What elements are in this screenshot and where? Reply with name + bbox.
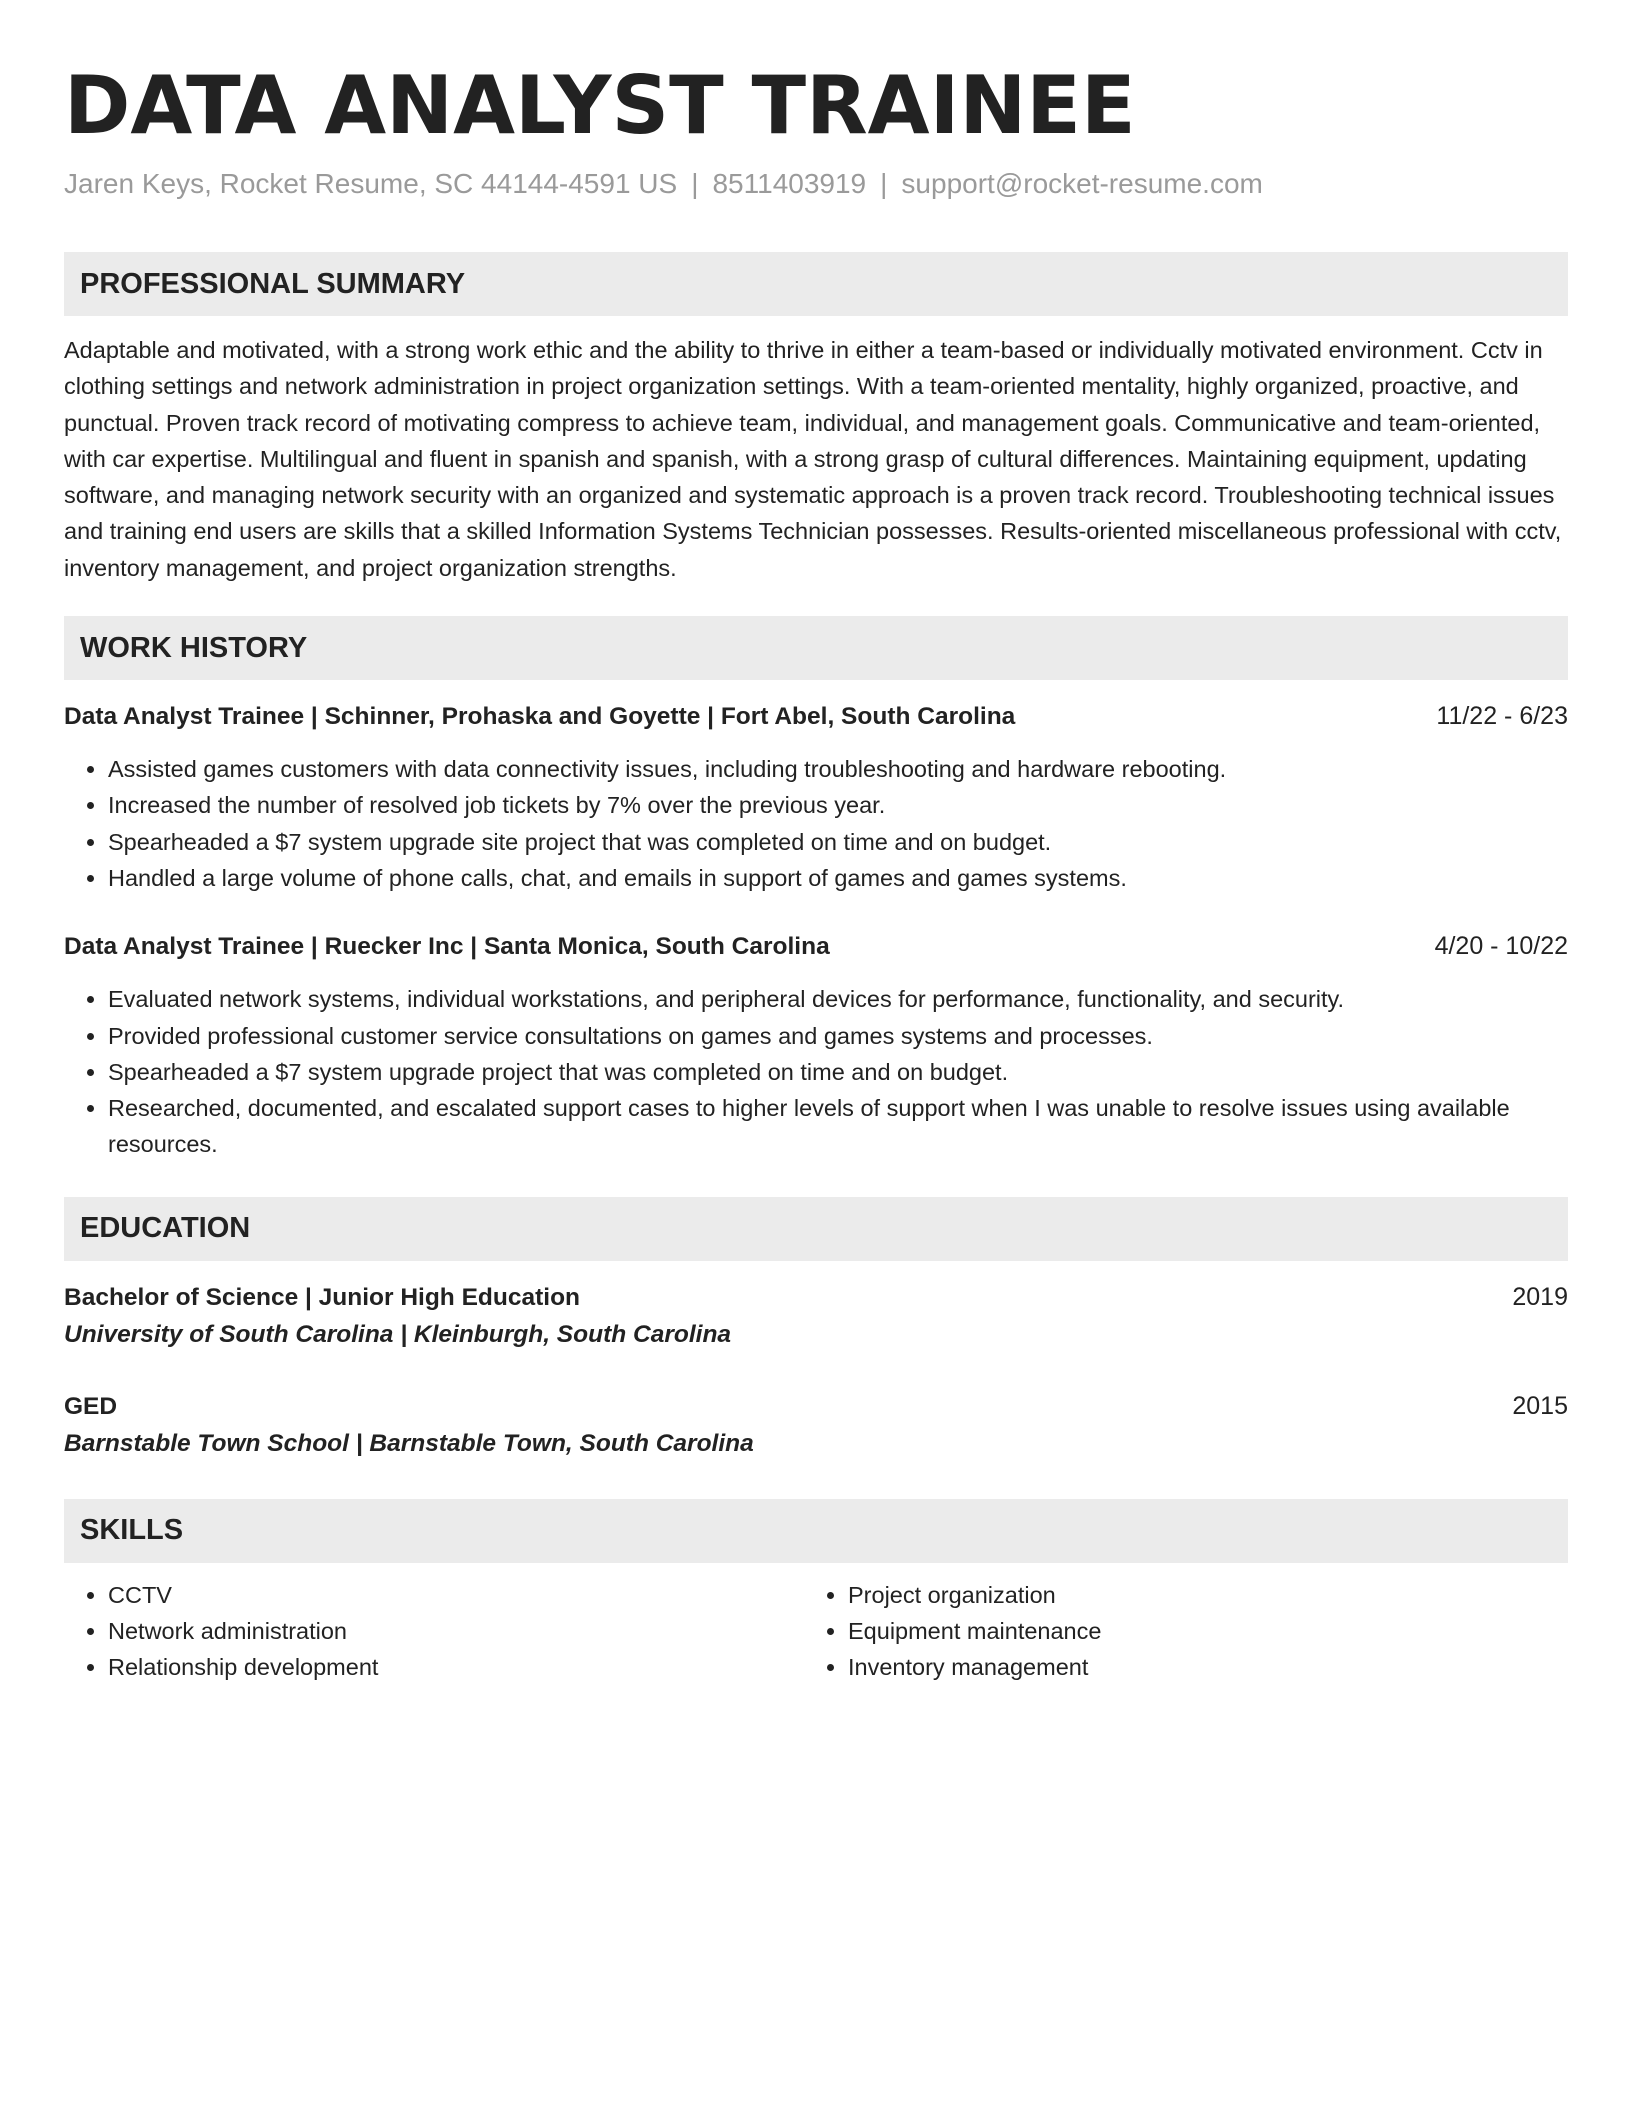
- skills-list-left: [64, 1577, 804, 1685]
- job-bullet: • Provided professional customer service consultations on games and games systems and processes.: [108, 1018, 1568, 1054]
- job-dates: 11/22 - 6/23: [1436, 702, 1568, 731]
- education-heading: EDUCATION: [64, 1197, 1568, 1261]
- degree: Bachelor of Science | Junior High Education: [64, 1283, 580, 1311]
- job-entry: [64, 698, 1568, 896]
- school: University of South Carolina | Kleinburgh, South Carolina: [64, 1320, 732, 1348]
- job-bullets: [64, 981, 1568, 1162]
- job-dates: 4/20 - 10/22: [1434, 932, 1568, 961]
- job-bullet: • Evaluated network systems, individual workstations, and peripheral devices for performance, functionality, and security.: [108, 981, 1568, 1017]
- skill-item: • Inventory management: [848, 1649, 1544, 1685]
- job-bullet: • Spearheaded a $7 system upgrade project that was completed on time and on budget.: [108, 1054, 1568, 1090]
- skills-grid: [64, 1577, 1568, 1685]
- contact-address: Jaren Keys, Rocket Resume, SC 44144-4591 US: [64, 168, 678, 199]
- degree: GED: [64, 1392, 118, 1420]
- skill-item: • Network administration: [108, 1613, 804, 1649]
- job-bullet: • Spearheaded a $7 system upgrade site project that was completed on time and on budget.: [108, 824, 1568, 860]
- skill-item: • Relationship development: [108, 1649, 804, 1685]
- school: Barnstable Town School | Barnstable Town, South Carolina: [64, 1429, 754, 1457]
- resume-title: DATA ANALYST TRAINEE: [64, 59, 1136, 152]
- job-bullet: • Handled a large volume of phone calls, chat, and emails in support of games and games systems.: [108, 860, 1568, 896]
- skill-item: • CCTV: [108, 1577, 804, 1613]
- contact-line: [64, 164, 1568, 204]
- job-bullets: [64, 751, 1568, 896]
- skill-item: • Equipment maintenance: [848, 1613, 1544, 1649]
- education-entry: [64, 1279, 1568, 1354]
- summary-heading: PROFESSIONAL SUMMARY: [64, 252, 1568, 316]
- skill-item: • Project organization: [848, 1577, 1544, 1613]
- job-bullet: • Assisted games customers with data connectivity issues, including troubleshooting and hardware rebooting.: [108, 751, 1568, 787]
- skills-heading: SKILLS: [64, 1499, 1568, 1563]
- contact-separator: |: [880, 168, 888, 199]
- graduation-year: 2019: [1512, 1282, 1568, 1311]
- job-entry: [64, 928, 1568, 1162]
- summary-text: Adaptable and motivated, with a strong work ethic and the ability to thrive in either a team-based or individually motivated environment. Cctv in clothing settings and network administration in project organization settings. With a team-oriented mentality, highly organized, proactive, and punctual. Proven track record of motivating compress to achieve team, individual, and management goals. Communicative and team-oriented, with car expertise. Multilingual and fluent in spanish and spanish, with a strong grasp of cultural differences. Maintaining equipment, updating software, and managing network security with an organized and systematic approach is a proven track record. Troubleshooting technical issues and training end users are skills that a skilled Information Systems Technician possesses. Results-oriented miscellaneous professional with cctv, inventory management, and project organization strengths.: [64, 337, 1562, 581]
- job-bullet: • Increased the number of resolved job tickets by 7% over the previous year.: [108, 787, 1568, 823]
- skills-list-right: [804, 1577, 1544, 1685]
- contact-email[interactable]: support@rocket-resume.com: [901, 168, 1263, 199]
- job-bullet: • Researched, documented, and escalated support cases to higher levels of support when I was unable to resolve issues using available resources.: [108, 1090, 1568, 1163]
- work-history-heading: WORK HISTORY: [64, 616, 1568, 680]
- job-title: Data Analyst Trainee | Schinner, Prohaska and Goyette | Fort Abel, South Carolina: [64, 703, 1016, 731]
- job-title: Data Analyst Trainee | Ruecker Inc | Santa Monica, South Carolina: [64, 933, 830, 961]
- graduation-year: 2015: [1512, 1391, 1568, 1420]
- education-entry: [64, 1388, 1568, 1463]
- contact-separator: |: [691, 168, 699, 199]
- contact-phone: 8511403919: [712, 168, 867, 199]
